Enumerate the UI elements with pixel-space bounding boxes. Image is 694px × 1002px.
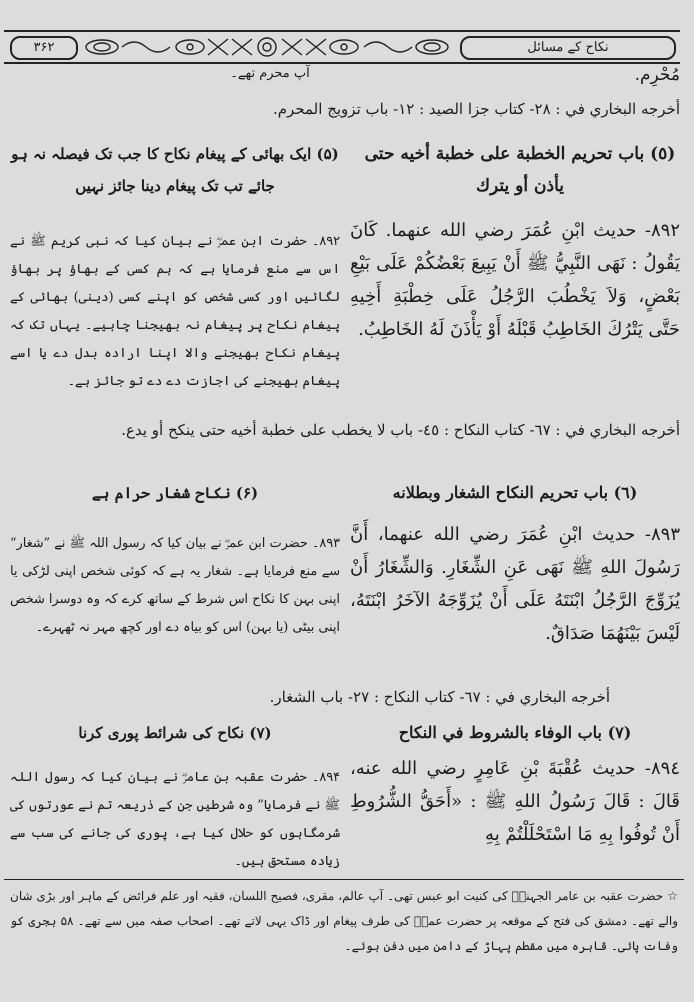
hadith-894-arabic: ٨٩٤- حديث عُقْبَةَ بْنِ عَامِرٍ رضي الله عنه، قَالَ : قَالَ رَسُولُ اللهِ ﷺ : «أَحَقُّ الشُّرُوطِ أَنْ تُوفُوا بِهِ مَا اسْتَحْلَلْتُمْ بِهِ (350, 758, 680, 845)
section-6-arabic-title: (٦) باب تحريم النكاح الشغار وبطلانه (392, 483, 638, 502)
footnote (10, 884, 678, 959)
running-title: نکاح کے مسائل (460, 36, 676, 60)
ornament-band (82, 35, 452, 59)
urdu-continuation: آپ محرم تھے۔ (230, 66, 310, 81)
hadith-894-urdu: ۸۹۴۔ حضرت عقبہ بن عامرؓ نے بیان کیا کہ رسول اللہ ﷺ نے فرمایا” وہ شرطیں جن کے ذریعہ تم نے عورتوں کی شرمگاہوں کو حلال کیا ہے، پوری کی جانے کی سب سے زیادہ مستحق ہیں۔ (10, 770, 340, 869)
hadith-892-urdu: ۸۹۲۔ حضرت ابن عمرؓ نے بیان کیا کہ نبی کریم ﷺ نے اس سے منع فرمایا ہے کہ ہم کسی کے بھاؤ پر بھاؤ لگائیں اور کسی شخص کو اپنے کسی (دینی) بھائی کے پیغام نکاح پر پیغام نہ بھیجنا چاہیے۔ یہاں تک کہ پیغام نکاح بھیجنے والا اپنا ارادہ بدل دے یا اسے پیغام بھیجنے کی اجازت دے دے تو جائز ہے۔ (10, 234, 340, 389)
reference-prev: أخرجه البخاري في : ٢٨- كتاب جزا الصيد : ١٢- باب تزويج المحرم. (273, 100, 680, 118)
footnote-divider (4, 879, 684, 880)
footnote-star-icon: ☆ (667, 889, 678, 903)
section-5-urdu-title: (۵) ایک بھائی کے پیغام نکاح کا جب تک فیصلہ نہ ہو جائے تب تک پیغام دینا جائز نہیں (11, 145, 339, 195)
hadith-892-arabic: ٨٩٢- حديث ابْنِ عُمَرَ رضي الله عنهما. كَانَ يَقُولُ : نَهَى النَّبِيُّ ﷺ أَنْ يَبِيعَ بَعْضُكُمْ عَلَى بَيْعِ بَعْضٍ، وَلاَ يَخْطُبَ الرَّجُلُ عَلَى خِطْبَةِ أَخِيهِ حَتَّى يَتْرُكَ الخَاطِبُ قَبْلَهُ أَوْ يَأْذَنَ لَهُ الخَاطِبُ. (350, 220, 680, 340)
hadith-893-arabic: ٨٩٣- حديث ابْنِ عُمَرَ رضي الله عنهما، أَنَّ رَسُولَ اللهِ ﷺ نَهَى عَنِ الشِّغَارِ. وَالشِّغَارُ أَنْ يُزَوِّجَ الرَّجُلُ ابْنَتَهُ عَلَى أَنْ يُزَوِّجَهُ الآخَرُ ابْنَتَهُ، لَيْسَ بَيْنَهُمَا صَدَاقٌ. (350, 524, 680, 644)
hadith-893-urdu: ۸۹۳۔ حضرت ابن عمرؓ نے بیان کیا کہ رسول اللہ ﷺ نے ”شغار“ سے منع فرمایا ہے۔ شغار یہ ہے کہ کوئی شخص اپنی لڑکی یا اپنی بہن کا نکاح اس شرط کے ساتھ کرے کہ وہ دوسرا شخص اپنی بیٹی (یا بہن) اس کو بیاہ دے اور کچھ مہر نہ ٹھہرے۔ (10, 536, 340, 635)
footnote-text: حضرت عقبہ بن عامر الجہنیؓ کی کنیت ابو عبس تھی۔ آپ عالم، مقری، فصیح اللسان، فقیہ اور علم فرائض کے ماہر اور بڑی شان والے تھے۔ دمشق کی فتح کے موقعہ پر حضرت عمرؓ کی طرف پیغام اور ڈاک یہی لاتے تھے۔ اصحاب صفہ میں سے تھے۔ ۵۸ ہجری کو وفات پائی۔ قاہرہ میں مقطم پہاڑ کے دامن میں دفن ہوئے۔ (10, 889, 678, 953)
page-number: ۳۶۲ (10, 36, 78, 60)
section-5-arabic-title: (٥) باب تحريم الخطبة على خطبة أخيه حتى يأذن أو يترك (364, 144, 676, 196)
arabic-continuation: مُحْرِم. (634, 65, 680, 85)
reference-893: أخرجه البخاري في : ٦٧- كتاب النكاح : ٢٧- باب الشغار. (269, 688, 610, 706)
section-6-urdu-title: (۶) نکاح شغار حرام ہے (91, 484, 259, 502)
section-7-arabic-title: (٧) باب الوفاء بالشروط في النكاح (398, 723, 632, 742)
reference-892: أخرجه البخاري في : ٦٧- كتاب النكاح : ٤٥- باب لا يخطب على خطبة أخيه حتى ينكح أو يدع. (121, 421, 680, 439)
page-header (4, 30, 680, 64)
section-7-urdu-title: (۷) نکاح کی شرائط پوری کرنا (78, 724, 272, 742)
